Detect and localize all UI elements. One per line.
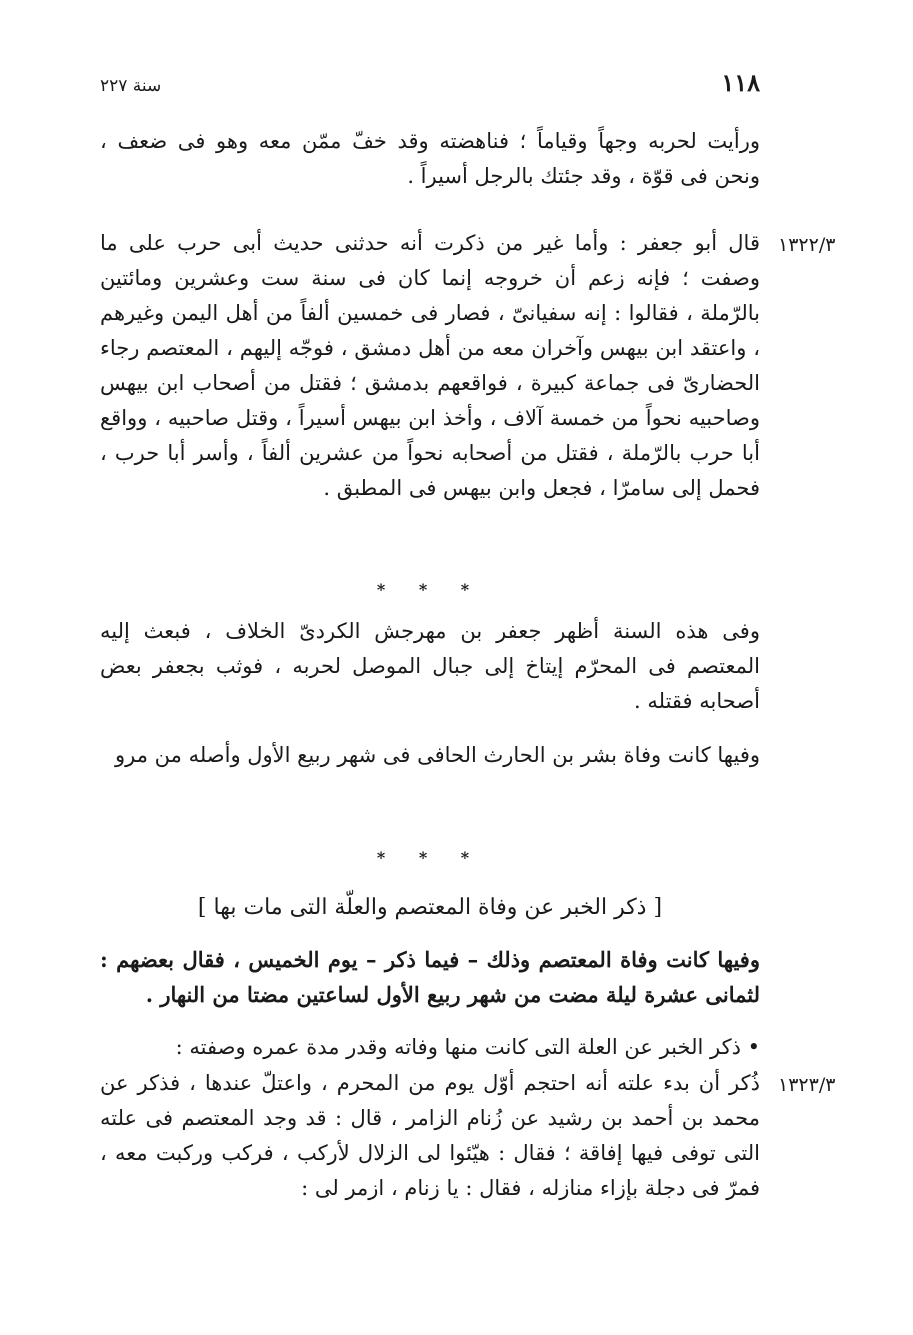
paragraph-3: وفى هذه السنة أظهر جعفر بن مهرجش الكردىّ الخلاف ، فبعث إليه المعتصم فى المحرّم إيتاخ إلى جبال الموصل لحربه ، فوثب بجعفر بعض أصحابه فقتله .: [100, 619, 760, 713]
paragraph-7: ذُكر أن بدء علته أنه احتجم أوّل يوم من المحرم ، واعتلّ عندها ، فذكر عن محمد بن أحمد بن رشيد عن زُنام الزامر ، قال : قد وجد المعتصم فى علته التى توفى فيها إفاقة ؛ فقال : هيّئوا لى الزلال لأركب ، فركب وركبت معه ، فمرّ فى دجلة بإزاء منازله ، فقال : يا زنام ، ازمر لى :: [100, 1071, 760, 1200]
margin-reference-2: ١٣٢٣/٣: [778, 1074, 836, 1096]
paragraph-4: وفيها كانت وفاة بشر بن الحارث الحافى فى شهر ربيع الأول وأصله من مرو: [115, 743, 760, 767]
paragraph-5: وفيها كانت وفاة المعتصم وذلك – فيما ذكر – يوم الخميس ، فقال بعضهم : لثمانى عشرة ليلة مضت من شهر ربيع الأول لساعتين مضتا من النهار .: [100, 947, 760, 1007]
page-number: ١١٨: [721, 68, 760, 97]
page-header: [100, 68, 760, 102]
margin-reference-1: ١٣٢٢/٣: [778, 234, 836, 256]
section-separator-1: * * *: [376, 580, 484, 599]
paragraph-1: ورأيت لحربه وجهاً وقياماً ؛ فناهضته وقد خفّ ممّن معه وهو فى ضعف ، ونحن فى قوّة ، وقد جئتك بالرجل أسيراً .: [100, 129, 760, 188]
paragraph-6: • ذكر الخبر عن العلة التى كانت منها وفاته وقدر مدة عمره وصفته :: [175, 1035, 760, 1059]
section-heading: [ ذكر الخبر عن وفاة المعتصم والعلّة التى مات بها ]: [197, 895, 663, 920]
year-label: سنة ٢٢٧: [100, 76, 162, 96]
paragraph-2: قال أبو جعفر : وأما غير من ذكرت أنه حدثنى حديث أبى حرب على ما وصفت ؛ فإنه زعم أن خروجه إنما كان فى سنة ست وعشرين ومائتين بالرّملة ، فقالوا : إنه سفيانىّ ، فصار فى خمسين ألفاً من أهل اليمن وغيرهم ، واعتقد ابن بيهس وآخران معه من أهل دمشق ، فوجّه إليهم ، المعتصم رجاء الحضارىّ فى جماعة كبيرة ، فواقعهم بدمشق ؛ فقتل من أصحاب ابن بيهس وصاحبيه نحواً من خمسة آلاف ، وأخذ ابن بيهس أسيراً ، وقتل صاحبيه ، وواقع أبا حرب بالرّملة ، فقتل من أصحابه نحواً من عشرين ألفاً ، وأسر أبا حرب ، فحمل إلى سامرّا ، فجعل وابن بيهس فى المطبق .: [100, 231, 760, 500]
section-separator-2: * * *: [376, 848, 484, 867]
